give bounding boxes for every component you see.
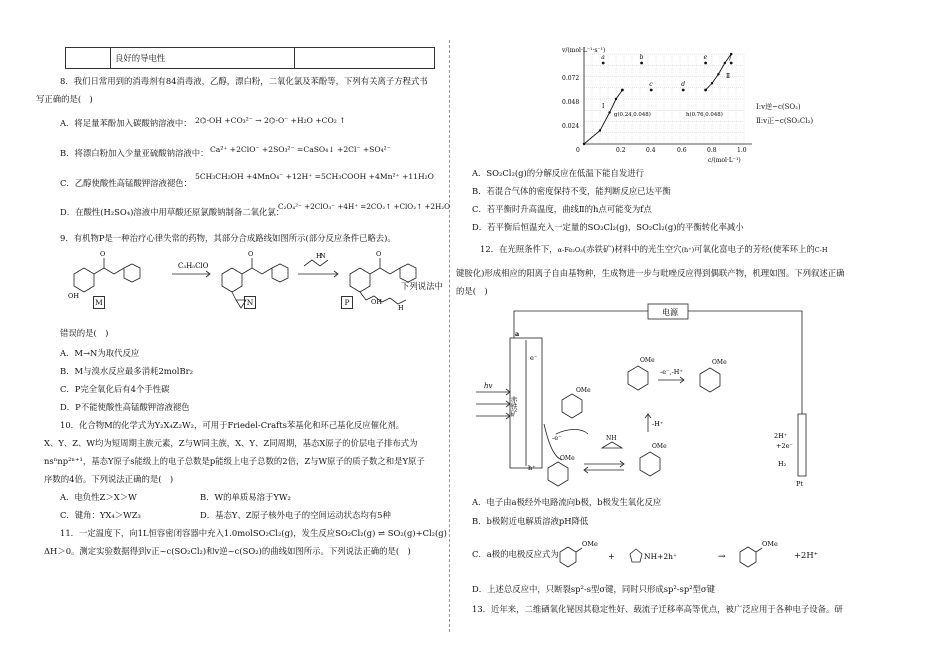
chart-series-line xyxy=(703,54,732,90)
chart-point-label: g(0.24,0.048) xyxy=(614,112,651,118)
q10-stem-l2: X、Y、Z、W均为短周期主族元素，Z与W同主族，X、Y、Z同周期，基态X原子的价层电子排布式为 xyxy=(44,438,418,448)
chart-xtick: 0.2 xyxy=(616,147,626,154)
table-cell xyxy=(295,48,435,69)
equation-arrow: → xyxy=(718,552,726,562)
chart-ytick: 0.072 xyxy=(562,75,580,82)
label-n: N xyxy=(244,296,256,309)
q12-option-a: A．电子由a极经外电路流向b极，b极发生氧化反应 xyxy=(472,497,662,507)
chart-xtick: 0.8 xyxy=(707,147,717,154)
chart-axes xyxy=(584,48,752,144)
label-p: P xyxy=(341,296,353,309)
ome-label: OMe xyxy=(576,387,591,394)
chart-point xyxy=(608,111,610,113)
chart-point xyxy=(583,143,585,145)
q8-option-c: C．乙醇使酸性高锰酸钾溶液褪色： xyxy=(60,178,193,188)
cathode-label: H₂ xyxy=(778,460,787,468)
q8-option-b: B．将漂白粉加入少量亚硫酸钠溶液中： xyxy=(60,148,209,158)
column-divider xyxy=(449,40,450,632)
q10-stem-l3: nsⁿnp²ⁿ⁺¹，基态Y原子s能级上的电子总数是p能级上电子总数的2倍，Z与W原子的质子数之和是Y原子 xyxy=(44,456,425,466)
ome-label: OMe xyxy=(762,540,778,548)
q8-option-c-equation: 5CH₃CH₂OH +4MnO₄⁻ +12H⁺ =5CH₃COOH +4Mn²⁺ +11H₂O xyxy=(195,172,434,181)
svg-text:OH: OH xyxy=(371,298,382,306)
q12-stem-l3: 的是( ) xyxy=(456,286,488,296)
chart-point xyxy=(599,129,601,131)
step1-label: -e⁻,-H⁺ xyxy=(660,368,683,376)
chart-labeled-point xyxy=(602,62,605,65)
q11-rate-chart xyxy=(562,44,782,164)
q8-option-d-equation: C₂O₄²⁻ +2ClO₃⁻ +4H⁺ =2CO₂↑ +ClO₂↑ +2H₂O xyxy=(278,202,451,211)
ome-label: OMe xyxy=(640,357,655,364)
plus-sign: + xyxy=(608,552,615,561)
q12-text: C-H xyxy=(814,246,828,254)
q12-option-c xyxy=(472,549,559,560)
q11-option-a: A．SO₂Cl₂(g)的分解反应在低温下能自发进行 xyxy=(472,168,644,178)
svg-text:O: O xyxy=(100,250,106,258)
chart-point-label: c xyxy=(649,81,653,88)
oxidation-label: -e⁻ xyxy=(552,434,562,442)
table-cell xyxy=(66,48,111,69)
chart-point-label: h(0.76,0.048) xyxy=(686,112,723,118)
ome-label: OMe xyxy=(712,359,727,366)
right-column xyxy=(456,0,850,672)
chart-labeled-point xyxy=(704,89,707,92)
ome-label: OMe xyxy=(652,443,667,450)
svg-text:H: H xyxy=(316,252,322,260)
chart-labeled-point xyxy=(650,89,653,92)
chart-point xyxy=(717,73,719,75)
q12-option-b: B．b极附近电解质溶液pH降低 xyxy=(472,516,589,526)
chart-labeled-point xyxy=(682,89,685,92)
q12-text: 12．在光照条件下， xyxy=(480,244,558,254)
q12-stem-l2: 键胺化)形成相应的阳离子自由基物种，生成物进一步与吡唑反应得到偶联产物，机理如图。下列叙述正确 xyxy=(456,268,845,278)
nh-label: NH xyxy=(606,435,617,442)
chart-xtick: 0.6 xyxy=(677,147,687,154)
q8-option-d: D．在酸性(H₂SO₄)溶液中用草酸还原氯酸钠制备二氧化氯： xyxy=(60,207,285,217)
top-table xyxy=(65,47,435,69)
q10-option-b: B．W的单质易溶于YW₂ xyxy=(200,492,291,502)
light-label: hv xyxy=(484,382,493,390)
chart-point xyxy=(711,82,713,84)
pt-label: Pt xyxy=(796,480,803,488)
svg-text:O: O xyxy=(376,250,382,258)
svg-text:H: H xyxy=(398,304,404,312)
chart-labeled-point xyxy=(730,62,733,65)
chart-ytick: 0 xyxy=(576,147,580,154)
q12-text: 可氧化富电子的芳烃(使苯环上的 xyxy=(694,244,815,254)
step2-label: -H⁺ xyxy=(652,420,664,428)
q12-text: α-Fe₂O₃ xyxy=(557,246,583,254)
chart-xtick: 0.4 xyxy=(646,147,656,154)
q12-mechanism-diagram xyxy=(472,300,852,488)
q11-option-b: B．若混合气体的密度保持不变，能判断反应已达平衡 xyxy=(472,186,671,196)
electrode-material-label: 赤铁矿 xyxy=(510,396,518,417)
chart-labeled-point xyxy=(621,89,624,92)
chart-labeled-point xyxy=(704,62,707,65)
q11-stem-l2: ΔH＞0。测定实验数据得到v正~c(SO₂Cl₂)和v逆~c(SO₂)的曲线如图所示。下列说法正确的是( ) xyxy=(44,546,411,556)
chart-point xyxy=(615,98,617,100)
chart-xtick: 1.0 xyxy=(737,147,747,154)
q8-option-b-equation: Ca²⁺ +2ClO⁻ +2SO₃²⁻ =CaSO₄↓ +2Cl⁻ +SO₄²⁻ xyxy=(210,145,391,154)
q9-stem: 9．有机物P是一种治疗心律失常的药物，其部分合成路线如图所示(部分反应条件已略去)。 xyxy=(60,233,396,243)
q12-c-product: +2H⁺ xyxy=(794,550,819,560)
q8-option-a-equation: 2⌬-OH +CO₃²⁻ → 2⌬-O⁻ +H₂O +CO₂ ↑ xyxy=(195,116,346,125)
chart-point-label: a xyxy=(601,54,605,61)
q13-stem: 13．近年来，二维硒氧化铋因其稳定性好、载流子迁移率高等优点，被广泛应用于各种电子设备。研 xyxy=(472,604,843,614)
q11-option-d: D．若平衡后恒温充入一定量的SO₂Cl₂(g)，SO₂Cl₂(g)的平衡转化率减小 xyxy=(472,222,744,232)
svg-text:OH: OH xyxy=(68,292,79,300)
q12-text: (h⁺) xyxy=(681,246,695,254)
cathode-label: +2e⁻ xyxy=(776,442,793,450)
power-label: 电源 xyxy=(662,308,678,317)
chart-point-label: b xyxy=(639,54,644,61)
q12-option-d: D．上述总反应中，只断裂sp²-s型σ键，同时只形成sp²-sp²型σ键 xyxy=(472,584,716,594)
q11-option-c: C．若平衡时升高温度，曲线Ⅱ的h点可能变为f点 xyxy=(472,204,652,214)
equation-nh: NH+2h⁺ xyxy=(644,552,677,561)
chart-ytick: 0.024 xyxy=(562,123,580,130)
q9-option-a: A．M→N为取代反应 xyxy=(60,348,140,358)
chart-curve-label: Ⅱ xyxy=(726,73,731,80)
q9-stem-cont: 错误的是( ) xyxy=(60,328,109,338)
q10-stem-l4: 序数的4倍。下列说法正确的是( ) xyxy=(44,474,174,484)
q11-stem: 11．一定温度下，向1L恒容密闭容器中充入1.0molSO₂Cl₂(g)，发生反应SO₂Cl₂(g) ⇌ SO₂(g)+Cl₂(g) xyxy=(60,528,447,538)
table-cell: 良好的导电性 xyxy=(111,48,295,69)
chart-point-label: d xyxy=(681,81,686,88)
chart-grid xyxy=(584,48,752,144)
svg-text:O: O xyxy=(248,250,254,258)
hole-label: h⁺ xyxy=(528,464,536,472)
q8-stem: 8．我们日常用到的消毒剂有84消毒液，乙醇，漂白粉，二氧化氯及苯酚等，下列有关离子方程式书 xyxy=(60,76,428,86)
q9-stem-tail: 下列说法中 xyxy=(401,281,443,291)
chart-legend-1: Ⅰ:v逆~c(SO₂) xyxy=(756,103,801,111)
chart-ylabel: v/(mol·L⁻¹·s⁻¹) xyxy=(562,47,606,54)
q12-text: (赤铁矿)材料中的光生空穴 xyxy=(582,244,682,254)
ome-label: OMe xyxy=(582,540,598,548)
q10-stem: 10．化合物M的化学式为Y₂X₄Z₂W₂，可用于Friedel-Crafts苯基化和环己基化反应催化剂。 xyxy=(60,420,405,430)
q10-option-a: A．电负性Z＞X＞W xyxy=(60,492,137,502)
q12-stem xyxy=(480,244,828,255)
q12-option-c-equation xyxy=(552,534,792,570)
q8-option-a: A．将足量苯酚加入碳酸钠溶液中： xyxy=(60,118,192,128)
chart-legend-2: Ⅱ:v正~c(SO₂Cl₂) xyxy=(756,117,814,125)
q9-option-d: D．P不能使酸性高锰酸钾溶液褪色 xyxy=(60,402,190,412)
q9-reagent: C₃H₅ClO xyxy=(178,262,209,270)
electrode-a-label: a xyxy=(515,330,520,338)
chart-labeled-point xyxy=(640,62,643,65)
svg-text:N: N xyxy=(320,252,326,260)
chart-ytick: 0.048 xyxy=(562,99,580,106)
chart-xlabel: c/(mol·L⁻¹) xyxy=(708,157,741,164)
left-column xyxy=(36,0,451,672)
q8-stem-cont: 写正确的是( ) xyxy=(36,94,93,104)
q9-option-c: C．P完全氧化后有4个手性碳 xyxy=(60,384,170,394)
chart-point-label: e xyxy=(703,54,708,61)
q9-option-b: B．M与溴水反应最多消耗2molBr₂ xyxy=(60,366,193,376)
label-m: M xyxy=(93,296,105,309)
electron-label: e⁻ xyxy=(530,354,538,362)
cathode-label: 2H⁺ xyxy=(774,432,788,440)
chart-point-label: f xyxy=(729,54,732,61)
q12-c-text: C．a极的电极反应式为 xyxy=(472,549,559,559)
q10-option-d: D．基态Y、Z原子核外电子的空间运动状态均有5种 xyxy=(200,510,391,520)
chart-curve-label: Ⅰ xyxy=(602,103,605,110)
chart-point xyxy=(724,62,726,64)
q10-option-c: C．键角：YX₄＞WZ₃ xyxy=(60,510,141,520)
ome-label: OMe xyxy=(560,455,575,462)
